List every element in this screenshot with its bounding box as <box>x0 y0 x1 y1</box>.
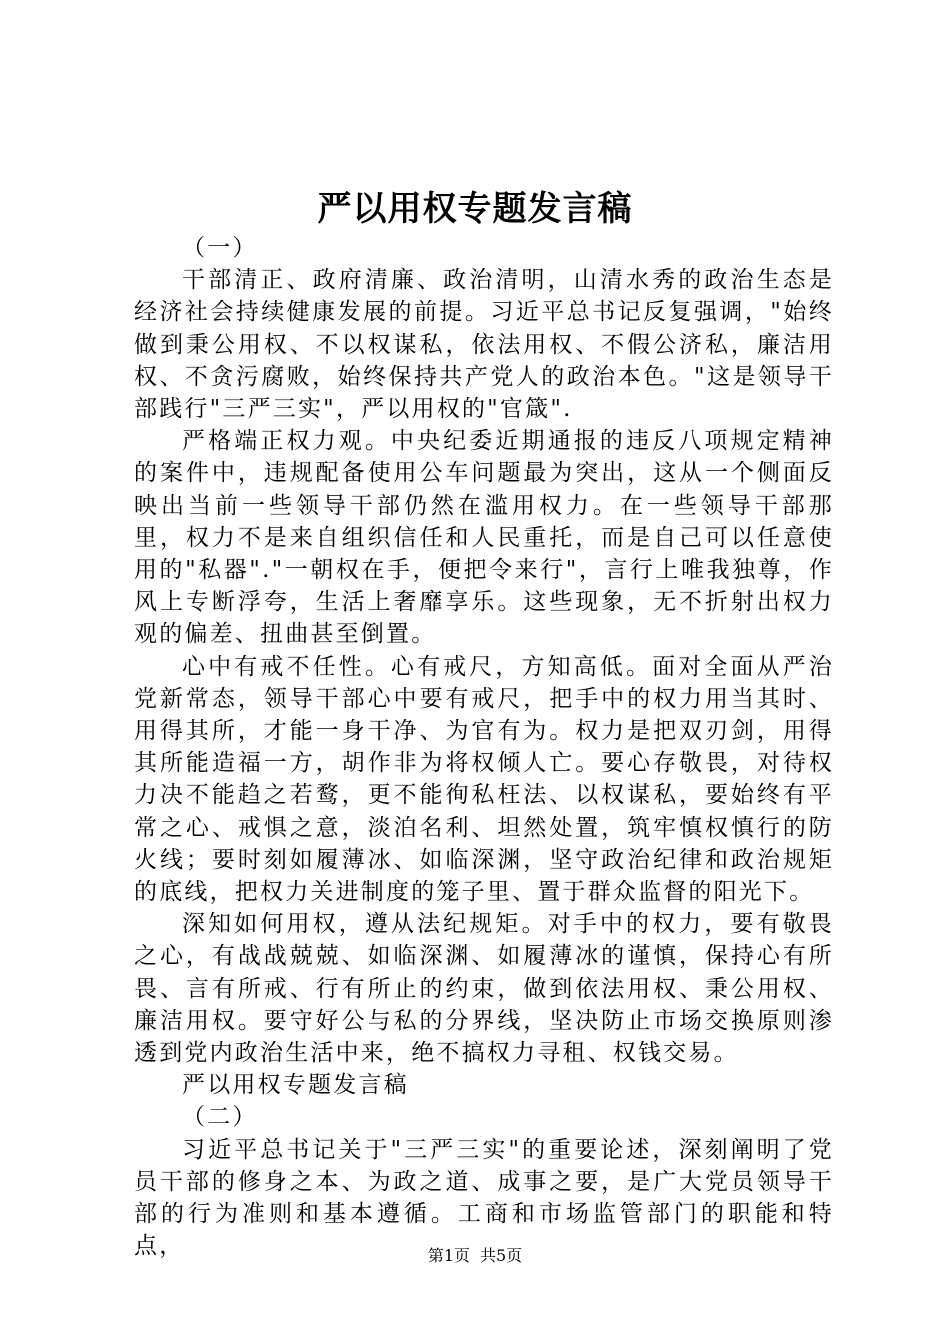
document-body <box>134 232 834 1263</box>
page-number-current: 第1页 <box>427 1246 470 1265</box>
page-footer <box>0 1244 950 1268</box>
repeated-title-line: 严以用权专题发言稿 <box>182 1072 409 1099</box>
body-paragraph: 干部清正、政府清廉、政治清明，山清水秀的政治生态是经济社会持续健康发展的前提。习近平总书记反复强调，"始终做到秉公用权、不以权谋私，依法用权、不假公济私，廉洁用权、不贪污腐败，始终保持共产党人的政治本色。"这是领导干部践行"三严三实"，严以用权的"官箴". <box>134 267 834 423</box>
section-heading-1: （一） <box>182 235 258 261</box>
section-heading-2: （二） <box>182 1104 258 1131</box>
body-paragraph: 深知如何用权，遵从法纪规矩。对手中的权力，要有敬畏之心，有战战兢兢、如临深渊、如履薄冰的谨慎，保持心有所畏、言有所戒、行有所止的约束，做到依法用权、秉公用权、廉洁用权。要守好公与私的分界线，坚决防止市场交换原则渗透到党内政治生活中来，绝不搞权力寻租、权钱交易。 <box>134 911 834 1067</box>
body-paragraph: 心中有戒不任性。心有戒尺，方知高低。面对全面从严治党新常态，领导干部心中要有戒尺，把手中的权力用当其时、用得其所，才能一身干净、为官有为。权力是把双刃剑，用得其所能造福一方，胡作非为将权倾人亡。要心存敬畏，对待权力决不能趋之若鹜，更不能徇私枉法、以权谋私，要始终有平常之心、戒惧之意，淡泊名利、坦然处置，筑牢慎权慎行的防火线；要时刻如履薄冰、如临深渊，坚守政治纪律和政治规矩的底线，把权力关进制度的笼子里、置于群众监督的阳光下。 <box>134 653 834 906</box>
document-title: 严以用权专题发言稿 <box>317 189 633 229</box>
body-paragraph: 习近平总书记关于"三严三实"的重要论述，深刻阐明了党员干部的修身之本、为政之道、成事之要，是广大党员领导干部的行为准则和基本遵循。工商和市场监管部门的职能和特点， <box>134 1136 834 1260</box>
page-number-total: 共5页 <box>480 1246 523 1265</box>
body-paragraph: 严格端正权力观。中央纪委近期通报的违反八项规定精神的案件中，违规配备使用公车问题最为突出，这从一个侧面反映出当前一些领导干部仍然在滥用权力。在一些领导干部那里，权力不是来自组织信任和人民重托，而是自己可以任意使用的"私器"."一朝权在手，便把令来行"，言行上唯我独尊，作风上专断浮夸，生活上奢靡享乐。这些现象，无不折射出权力观的偏差、扭曲甚至倒置。 <box>134 428 834 648</box>
